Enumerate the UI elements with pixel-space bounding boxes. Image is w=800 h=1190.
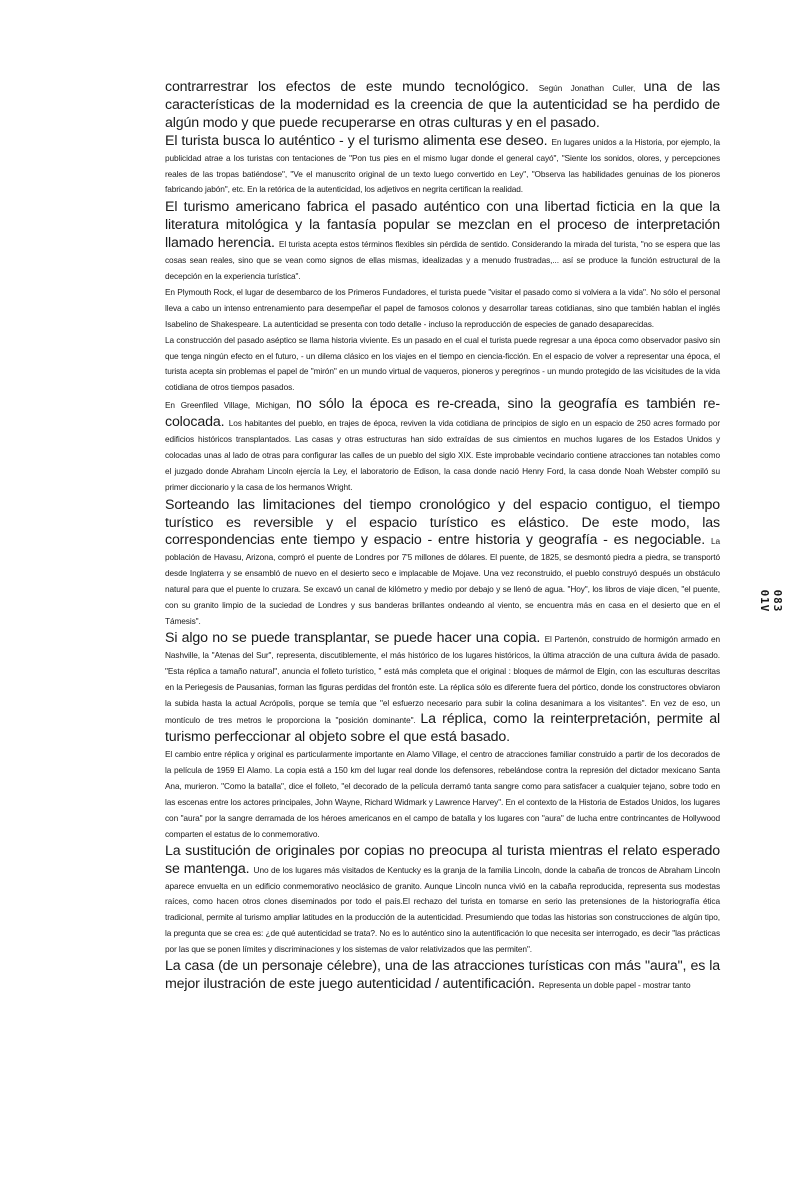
emphasized-text: La casa (de un personaje célebre), una de las atracciones turísticas con más "aura", es la mejor ilustración de este juego autenticidad / autentificación. xyxy=(165,958,720,992)
section-code: 01V xyxy=(758,589,771,613)
body-text: En Plymouth Rock, el lugar de desembarco de los Primeros Fundadores, el turista puede "visitar el pasado como si volviera a la vida". No sólo el personal lleva a cabo un intenso entrenamiento para desempeñar el papel de famosos colonos y desarrollar tareas cotidianas, sino que también hablan el inglés Isabelino de Shakespeare. La autenticidad se presenta con todo detalle - incluso la reproducción de especies de ganado desaparecidas. xyxy=(165,286,720,329)
emphasized-text: Sorteando las limitaciones del tiempo cronológico y del espacio contiguo, el tiempo turístico es reversible y el espacio turístico es elástico. De este modo, las correspondencias ente tiempo y espacio - entre historia y geografía - es negociable. xyxy=(165,496,720,549)
body-text: El cambio entre réplica y original es particularmente importante en Alamo Village, el centro de atracciones familiar construido a partir de los decorados de la película de 1959 El Alamo. La copia está a 150 km del lugar real donde los defensores, rebelándose contra la represión del dictador mexicano Santa Ana, murieron. "Como la batalla", dice el folleto, "el decorado de la película derramó tanta sangre como para satisfacer a cualquier tejano, sobre todo en las escenas entre los actores principales, John Wayne, Richard Widmark y Lawrence Harvey". En el contexto de la Historia de Estados Unidos, los lugares con "aura" por la sangre derramada de los héroes americanos en el campo de batalla y los lugares con "aura" de lucha entre contrincantes de Hollywood comparten el estatus de lo conmemorativo. xyxy=(165,749,720,839)
body-text: En Greenfiled Village, Michigan, xyxy=(165,400,297,411)
body-text: La población de Havasu, Arizona, compró el puente de Londres por 7'5 millones de dólares. El puente, de 1825, se desmontó piedra a piedra, se transportó desde Inglaterra y se ensambló de nuevo en el desierto seco e implacable de Mojave. Una vez reconstruido, el pueblo construyó después un obstáculo natural para que el puente lo cruzara. Se excavó un canal de kilómetro y medio por debajo y se llenó de agua. "Hoy", los libros de viaje dicen, "el puente, con su granito limpio de la suciedad de Londres y sus banderas brillantes ondeando al viento, se encuentra más en casa en el desierto que en el Támesis". xyxy=(165,536,720,626)
paragraph xyxy=(165,133,720,199)
emphasized-text: Si algo no se puede transplantar, se puede hacer una copia. xyxy=(165,629,545,646)
body-text: La construcción del pasado aséptico se llama historia viviente. Es un pasado en el cual el turista puede regresar a una época como observador pasivo sin que tenga ningún efecto en el futuro, - un dilema clásico en los viajes en el tiempo en ciencia-ficción. En el espacio de volver a representar una época, el turista acepta sin problemas el papel de "mirón" en un mundo virtual de vaqueros, pioneros y peregrinos - un mundo protegido de las vicisitudes de la vida cotidiana de otros tiempos pasados. xyxy=(165,334,720,393)
paragraph xyxy=(165,843,720,958)
paragraph xyxy=(165,396,720,495)
article-body xyxy=(165,79,720,994)
body-text: Los habitantes del pueblo, en trajes de época, reviven la vida cotidiana de principios de siglo en un espacio de 250 acres formado por edificios históricos transplantados. Las casas y otras estructuras han sido extraídas de sus cimientos en muchos lugares de los Estados Unidos y colocadas unas al lado de otras para configurar las calles de un pueblo del siglo XIX. Este improbable vecindario contiene atracciones tan notables como el juzgado donde Abraham Lincoln ejercía la Ley, el laboratorio de Edison, la casa donde nació Henry Ford, la casa donde Noah Webster compiló su primer diccionario y la casa de los hermanos Wright. xyxy=(165,418,720,492)
body-text: Representa un doble papel - mostrar tanto xyxy=(538,979,691,990)
body-text: En lugares unidos a la Historia, por ejemplo, la publicidad atrae a los turistas con tentaciones de "Pon tus pies en el mismo lugar donde el general cayó", "Siente los sonidos, olores, y percepciones reales de las tropas batiéndose", "Ve el manuscrito original de un texto luego convertido en Ley", "Observa las habilidades genuinas de los pioneros fabricando jabón", etc. En la retórica de la autenticidad, los adjetivos en negrita certifican la realidad. xyxy=(165,136,720,195)
emphasized-text: La réplica, como la reinterpretación, permite al turismo perfeccionar al objeto sobre el que está basado. xyxy=(165,711,721,746)
emphasized-text: La sustitución de originales por copias no preocupa al turista mientras el relato esperado se mantenga. xyxy=(165,842,720,877)
emphasized-text: contrarrestrar los efectos de este mundo tecnológico. xyxy=(165,79,539,95)
paragraph xyxy=(165,958,720,994)
paragraph xyxy=(165,497,720,630)
page-number: 083 xyxy=(771,589,784,613)
body-text: Según Jonathan Culler, xyxy=(538,83,644,93)
paragraph xyxy=(165,747,720,842)
emphasized-text: una de las características de la modernidad es la creencia de que la autenticidad se ha perdido de algún modo y que puede recuperarse en otras culturas y en el pasado. xyxy=(165,79,721,131)
paragraph xyxy=(165,199,720,285)
body-text: El turista acepta estos términos flexibles sin pérdida de sentido. Considerando la mirada del turista, "no se espera que las cosas sean reales, sino que se vean como signos de ellas mismas, idealizadas y a menudo frustradas,... así se produce la función estructural de la decepción en la experiencia turística". xyxy=(165,239,720,281)
body-text: Uno de los lugares más visitados de Kentucky es la granja de la familia Lincoln, donde la cabaña de troncos de Abraham Lincoln aparece envuelta en un edificio conmemorativo neoclásico de granito. Aunque Lincoln nunca vivió en la cabaña reproducida, representa sus modestas raíces, como hacen otros clones diseminados por todo el país.El rechazo del turista en tomarse en serio las pretensiones de la historiografía ética tradicional, permite al turismo ampliar latitudes en la producción de la autenticidad. Presumiendo que todas las historias son construcciones de algún tipo, la pregunta que se crea es: ¿de qué autenticidad se trata?. No es lo auténtico sino la autentificación lo que necesita ser interrogado, es decir "las prácticas por las que se ponen límites y discriminaciones y los sistemas de valor relativizados que las permiten". xyxy=(165,864,720,955)
paragraph xyxy=(165,79,720,133)
paragraph xyxy=(165,285,720,333)
paragraph xyxy=(165,333,720,397)
emphasized-text: El turismo americano fabrica el pasado auténtico con una libertad ficticia en la que la literatura mitológica y la fantasía popular se mezclan en el proceso de interpretación llamado herencia. xyxy=(165,199,720,252)
emphasized-text: El turista busca lo auténtico - y el turismo alimenta ese deseo. xyxy=(165,132,552,149)
page-code xyxy=(755,578,785,624)
emphasized-text: no sólo la época es re-creada, sino la geografía es también re-colocada. xyxy=(165,396,720,431)
paragraph xyxy=(165,630,720,747)
body-text: El Partenón, construido de hormigón armado en Nashville, la "Atenas del Sur", representa, discutiblemente, el más histórico de los lugares históricos, la última atracción de una cultura ávida de pasado. "Esta réplica a tamaño natural", anuncia el folleto turístico, " está más completa que el original : bloques de mármol de Elgin, con las esculturas descritas en la Periegesis de Pausanias, forman las figuras perdidas del frontón este. La réplica sólo es diferente fuera del pórtico, donde los constructores obviaron la subida hasta la actual Acrópolis, porque se temía que "el esfuerzo necesario para subir la colina desanimara a los visitantes". En vez de eso, un montículo de tres metros le proporciona la "posición dominante". xyxy=(165,633,720,726)
